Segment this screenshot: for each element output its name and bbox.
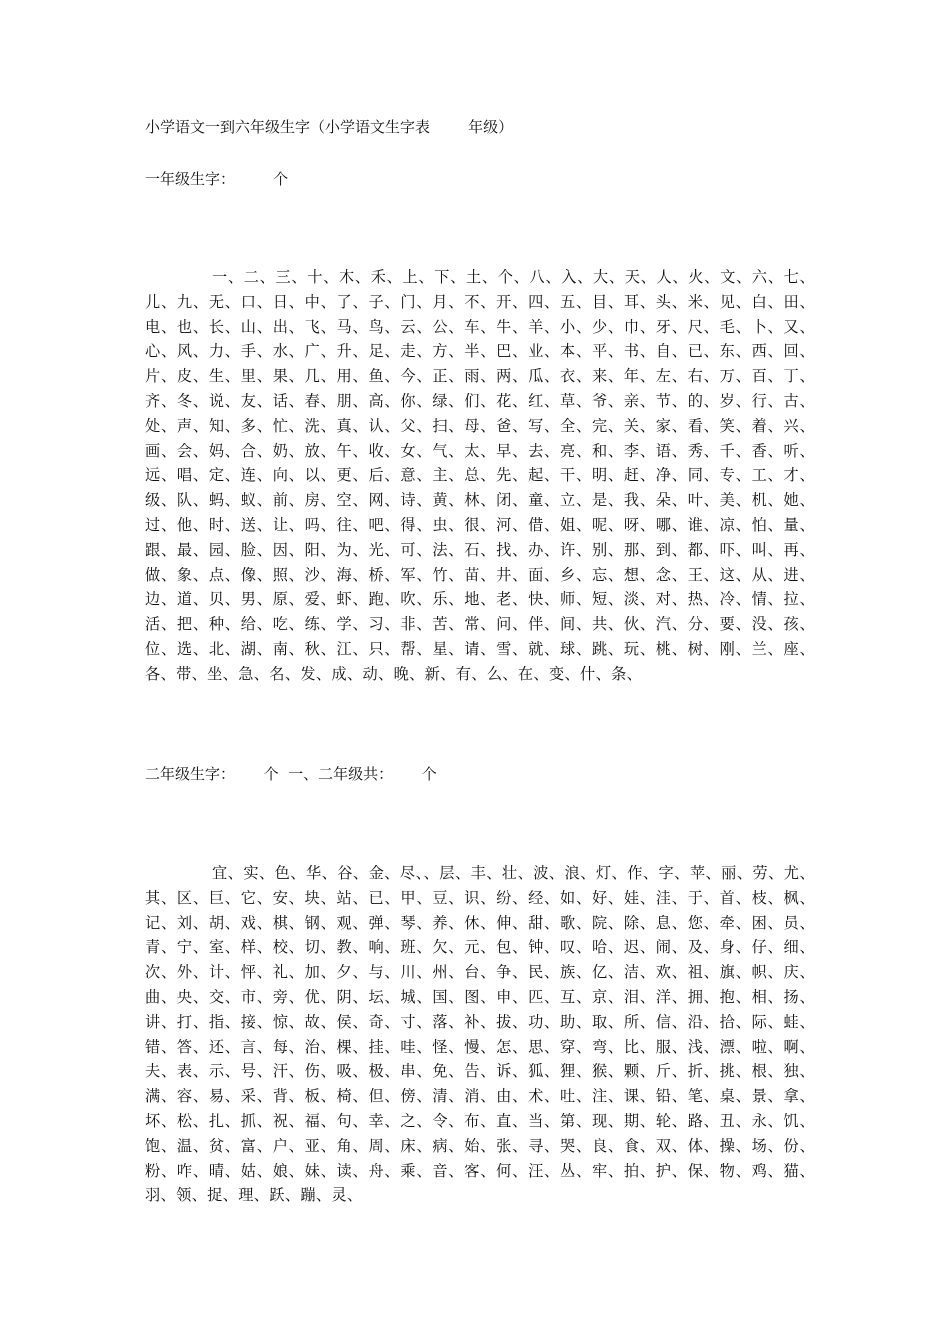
grade1-heading: 一年级生字： 个 [145, 170, 289, 188]
document-title: 小学语文一到六年级生字（小学语文生字表 年级） [145, 118, 514, 136]
grade2-heading: 二年级生字： 个 一、二年级共： 个 [145, 765, 437, 783]
grade1-character-list: 一、二、三、十、木、禾、上、下、土、个、八、入、大、天、人、火、文、六、七、儿、九、无、口、日、中、了、子、门、月、不、开、四、五、目、耳、头、米、见、白、田、电、也、长、山、出、飞、马、鸟、云、公、车、牛、羊、小、少、巾、牙、尺、毛、卜、又、心、风、力、手、水、广、升、足、走、方、半、巴、业、本、平、书、自、已、东、西、回、片、皮、生、里、果、几、用、鱼、今、正、雨、两、瓜、衣、来、年、左、右、万、百、丁、齐、冬、说、友、话、春、朋、高、你、绿、们、花、红、草、爷、亲、节、的、岁、行、古、处、声、知、多、忙、洗、真、认、父、扫、母、爸、写、全、完、关、家、看、笑、着、兴、画、会、妈、合、奶、放、午、收、女、气、太、早、去、亮、和、李、语、秀、千、香、听、远、唱、定、连、向、以、更、后、意、主、总、先、起、干、明、赶、净、同、专、工、才、级、队、蚂、蚁、前、房、空、网、诗、黄、林、闭、童、立、是、我、朵、叶、美、机、她、过、他、时、送、让、吗、往、吧、得、虫、很、河、借、姐、呢、呀、哪、谁、凉、怕、量、跟、最、园、脸、因、阳、为、光、可、法、石、找、办、许、别、那、到、都、吓、叫、再、做、象、点、像、照、沙、海、桥、军、竹、苗、井、面、乡、忘、想、念、王、这、从、进、边、道、贝、男、原、爱、虾、跑、吹、乐、地、老、快、师、短、淡、对、热、冷、情、拉、活、把、种、给、吃、练、学、习、非、苦、常、问、伴、间、共、伙、汽、分、要、没、孩、位、选、北、湖、南、秋、江、只、帮、星、请、雪、就、球、跳、玩、桃、树、刚、兰、座、各、带、坐、急、名、发、成、动、晚、新、有、么、在、变、什、条、 [145, 268, 815, 683]
grade2-character-list: 宜、实、色、华、谷、金、尽、、层、丰、壮、波、浪、灯、作、字、苹、丽、劳、尤、其、区、巨、它、安、块、站、已、甲、豆、识、纷、经、如、好、娃、洼、于、首、枝、枫、记、刘、胡、戏、棋、钢、观、弹、琴、养、休、伸、甜、歌、院、除、息、您、牵、困、员、青、宁、室、样、校、切、教、响、班、欠、元、包、钟、叹、哈、迟、闹、及、身、仔、细、次、外、计、怦、礼、加、夕、与、川、州、台、争、民、族、亿、洁、欢、祖、旗、帜、庆、曲、央、交、市、旁、优、阴、坛、城、国、图、申、匹、互、京、泪、洋、拥、抱、相、扬、讲、打、指、接、惊、故、侯、奇、寸、落、补、拔、功、助、取、所、信、沿、拾、际、蛙、错、答、还、言、每、治、棵、挂、哇、怪、慢、怎、思、穿、弯、比、服、浅、漂、啦、啊、夫、表、示、号、汗、伤、吸、极、串、免、告、诉、狐、狸、猴、颗、斤、折、挑、根、独、满、容、易、采、背、板、椅、但、傍、清、消、由、术、吐、注、课、铅、笔、桌、景、拿、坏、松、扎、抓、祝、福、句、幸、之、令、布、直、当、第、现、期、轮、路、丑、永、饥、饱、温、贫、富、户、亚、角、周、床、病、始、张、寻、哭、良、食、双、体、操、场、份、粉、咋、晴、姑、娘、妹、读、舟、乘、音、客、何、汪、丛、牢、拍、护、保、物、鸡、猫、羽、领、捉、理、跃、蹦、灵、 [145, 864, 815, 1205]
